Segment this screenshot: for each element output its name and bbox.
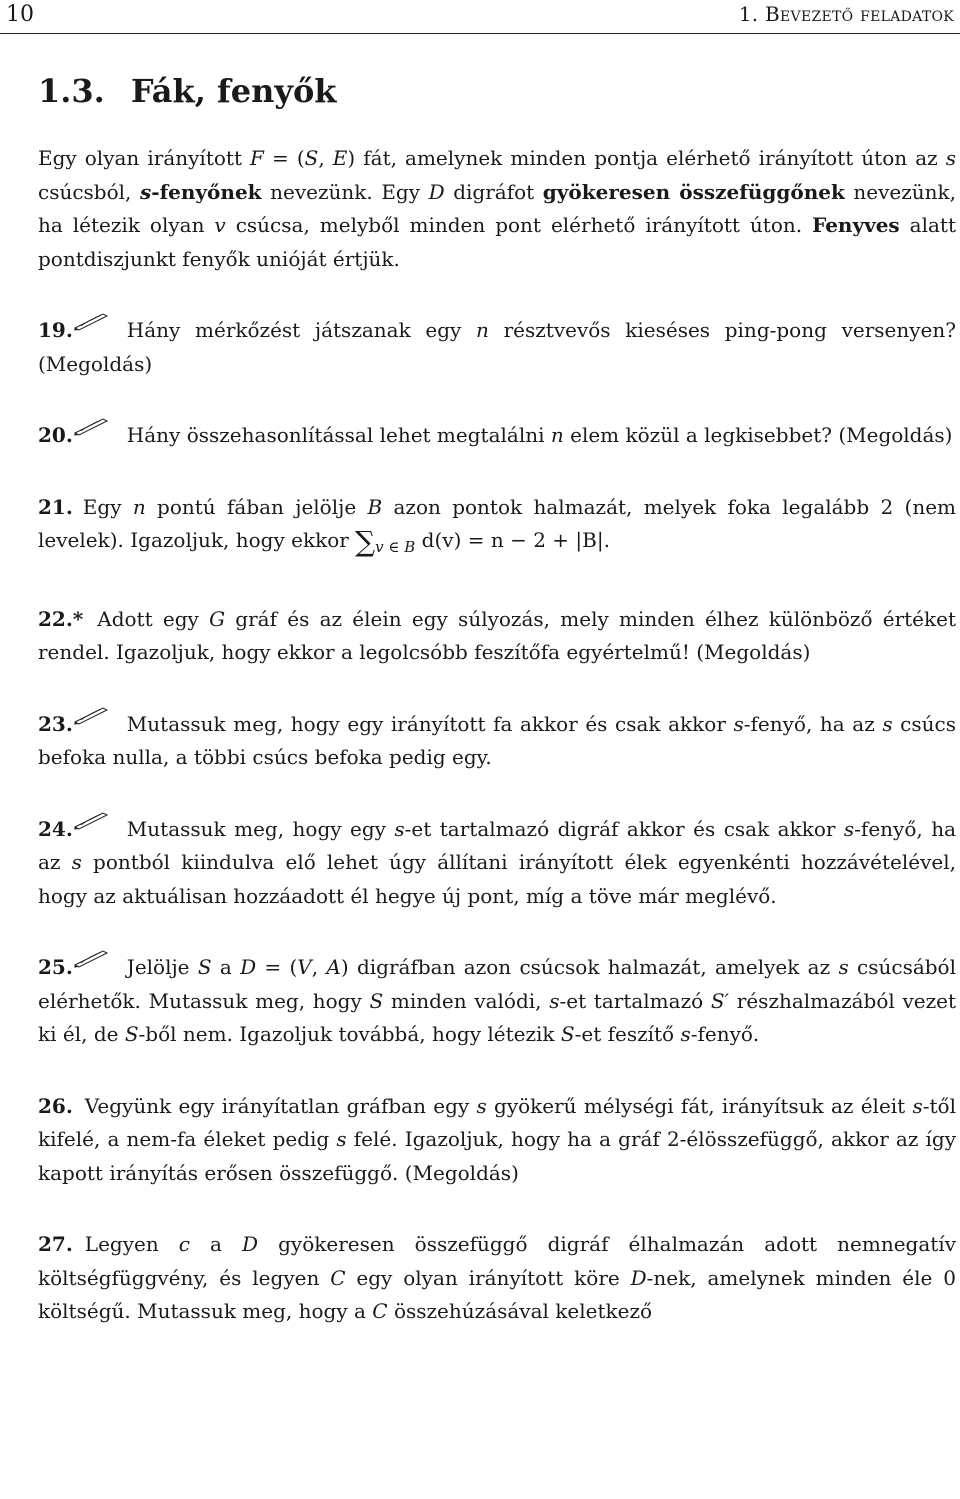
- problem-23: 23. Mutassuk meg, hogy egy irányított fa akkor és csak akkor s-fenyő, ha az s csúcs befoka nulla, a többi csúcs befoka pedig egy.: [38, 708, 956, 775]
- problem-label: 25.: [38, 955, 73, 979]
- section-number: 1.3.: [38, 72, 105, 110]
- problem-label: 23.: [38, 711, 73, 736]
- pencil-icon: [73, 810, 109, 830]
- page-header: [0, 0, 960, 36]
- problem-label: 27.: [38, 1232, 73, 1256]
- solution-link[interactable]: (Megoldás): [696, 640, 811, 664]
- running-title: 1. Bevezető feladatok: [738, 2, 954, 26]
- spacer: [38, 381, 956, 419]
- spacer: [38, 670, 956, 708]
- problem-24: 24. Mutassuk meg, hogy egy s-et tartalmazó digráf akkor és csak akkor s-fenyő, ha az s pontból kiindulva elő lehet úgy állítani irányított élek egyenkénti hozzávételével, hogy az aktuálisan hozzáadott él hegye új pont, míg a töve már meglévő.: [38, 813, 956, 914]
- spacer: [38, 1052, 956, 1090]
- solution-link[interactable]: (Megoldás): [404, 1160, 519, 1185]
- problem-25: 25. Jelölje S a D = (V, A) digráfban azon csúcsok halmazát, amelyek az s csúcsából elérhetők. Mutassuk meg, hogy S minden valódi, s-et tartalmazó S′ részhalmazából vezet ki él, de S-ből nem. Igazoljuk továbbá, hogy létezik S-et feszítő s-fenyő.: [38, 951, 956, 1052]
- section-heading: [38, 72, 336, 110]
- problem-19: 19. Hány mérkőzést játszanak egy n résztvevős kieséses ping-pong versenyen? (Megoldás): [38, 314, 956, 381]
- spacer: [38, 913, 956, 951]
- spacer: [38, 1190, 956, 1228]
- spacer: [38, 276, 956, 314]
- solution-link[interactable]: (Megoldás): [838, 423, 953, 447]
- header-rule: [0, 33, 960, 34]
- problem-26: 26. Vegyünk egy irányítatlan gráfban egy s gyökerű mélységi fát, irányítsuk az éleit s-től kifelé, a nem-fa éleket pedig s felé. Igazoljuk, hogy ha a gráf 2-élösszefüggő, akkor az így kapott irányítás erősen összefüggő. (Megoldás): [38, 1093, 956, 1185]
- problem-22: 22.* Adott egy G gráf és az élein egy súlyozás, mely minden élhez különböző értéket rendel. Igazoljuk, hogy ekkor a legolcsóbb feszítőfa egyértelmű! (Megoldás): [38, 606, 956, 664]
- problem-27: 27. Legyen c a D gyökeresen összefüggő digráf élhalmazán adott nemnegatív költségfüggvény, és legyen C egy olyan irányított köre D-nek, amelynek minden éle 0 költségű. Mutassuk meg, hogy a C összehúzásával keletkező: [38, 1232, 956, 1323]
- problem-21: 21. Egy n pontú fában jelölje B azon pontok halmazát, melyek foka legalább 2 (nem levelek). Igazoljuk, hogy ekkor $\sum_{v \in B}$ d(v) = n − 2 + |B|.: [38, 494, 957, 558]
- solution-link[interactable]: (Megoldás): [38, 351, 153, 376]
- problem-label: 20.: [38, 423, 73, 447]
- spacer: [38, 775, 956, 813]
- page-content: [38, 142, 956, 1329]
- problem-label: 26.: [38, 1093, 73, 1118]
- pencil-icon: [73, 948, 109, 968]
- sum-symbol: ∑: [355, 525, 376, 558]
- problem-label: 19.: [38, 318, 73, 342]
- spacer: [38, 453, 956, 491]
- pencil-icon: [73, 311, 109, 331]
- problem-20: 20. Hány összehasonlítással lehet megtalálni n elem közül a legkisebbet? (Megoldás): [38, 419, 956, 453]
- page-number: 10: [6, 2, 34, 27]
- pencil-icon: [73, 705, 109, 725]
- section-title: Fák, fenyők: [130, 72, 337, 110]
- intro-paragraph: Egy olyan irányított F = (S, E) fát, amelynek minden pontja elérhető irányított úton az s csúcsból, s-fenyőnek nevezünk. Egy D digráfot gyökeresen összefüggőnek nevezünk, ha létezik olyan v csúcsa, melyből minden pont elérhető irányított úton. Fenyves alatt pontdiszjunkt fenyők unióját értjük.: [38, 146, 957, 271]
- pencil-icon: [73, 416, 109, 436]
- problem-label: 22.*: [38, 606, 84, 631]
- spacer: [38, 565, 956, 603]
- problem-label: 21.: [38, 494, 73, 519]
- problem-label: 24.: [38, 816, 73, 841]
